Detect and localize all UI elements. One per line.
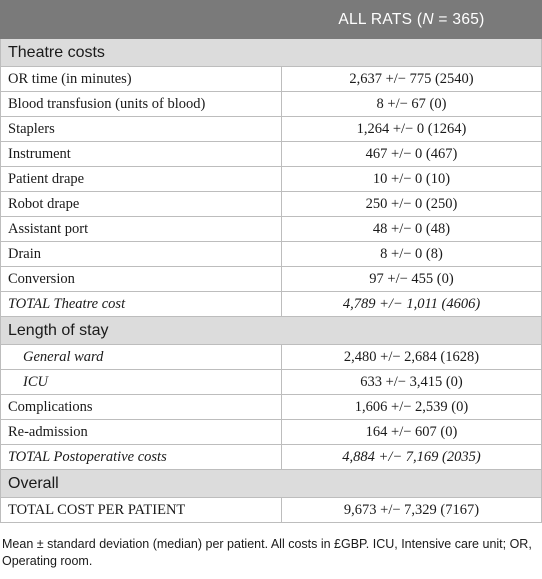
row-label: OR time (in minutes) bbox=[1, 67, 282, 92]
section-title: Overall bbox=[1, 470, 542, 498]
row-label: Drain bbox=[1, 242, 282, 267]
row-value: 97 +/− 455 (0) bbox=[282, 267, 542, 292]
section-title: Theatre costs bbox=[1, 39, 542, 67]
table-row bbox=[1, 242, 542, 267]
table-row bbox=[1, 395, 542, 420]
row-label: ICU bbox=[1, 370, 282, 395]
row-value: 10 +/− 0 (10) bbox=[282, 167, 542, 192]
row-value: 9,673 +/− 7,329 (7167) bbox=[282, 498, 542, 523]
row-label: Blood transfusion (units of blood) bbox=[1, 92, 282, 117]
row-value: 1,606 +/− 2,539 (0) bbox=[282, 395, 542, 420]
row-value: 8 +/− 67 (0) bbox=[282, 92, 542, 117]
row-value: 467 +/− 0 (467) bbox=[282, 142, 542, 167]
row-value: 48 +/− 0 (48) bbox=[282, 217, 542, 242]
row-value: 4,789 +/− 1,011 (4606) bbox=[282, 292, 542, 317]
section-title: Length of stay bbox=[1, 317, 542, 345]
section-row-theatre-costs bbox=[1, 39, 542, 67]
table-row-grand-total bbox=[1, 498, 542, 523]
table-row-total bbox=[1, 445, 542, 470]
table-row-total bbox=[1, 292, 542, 317]
table-row bbox=[1, 92, 542, 117]
table-row bbox=[1, 117, 542, 142]
table-row bbox=[1, 267, 542, 292]
row-value: 250 +/− 0 (250) bbox=[282, 192, 542, 217]
table-footnote: Mean ± standard deviation (median) per patient. All costs in £GBP. ICU, Intensive care unit; OR, Operating room. bbox=[2, 537, 532, 568]
table-row bbox=[1, 345, 542, 370]
row-label: TOTAL Theatre cost bbox=[1, 292, 282, 317]
row-value: 633 +/− 3,415 (0) bbox=[282, 370, 542, 395]
table-row bbox=[1, 192, 542, 217]
row-value: 1,264 +/− 0 (1264) bbox=[282, 117, 542, 142]
row-label: General ward bbox=[1, 345, 282, 370]
row-value: 4,884 +/− 7,169 (2035) bbox=[282, 445, 542, 470]
row-value: 8 +/− 0 (8) bbox=[282, 242, 542, 267]
row-label: Patient drape bbox=[1, 167, 282, 192]
row-value: 164 +/− 607 (0) bbox=[282, 420, 542, 445]
row-value: 2,637 +/− 775 (2540) bbox=[282, 67, 542, 92]
header-label-cell bbox=[1, 1, 282, 39]
table-row bbox=[1, 217, 542, 242]
row-label: Re-admission bbox=[1, 420, 282, 445]
row-label: TOTAL COST PER PATIENT bbox=[1, 498, 282, 523]
section-row-length-of-stay bbox=[1, 317, 542, 345]
table-row bbox=[1, 167, 542, 192]
row-label: Assistant port bbox=[1, 217, 282, 242]
table-header-row bbox=[1, 1, 542, 39]
header-prefix: ALL RATS ( bbox=[338, 11, 423, 28]
header-all-rats-cell bbox=[282, 1, 542, 39]
header-suffix: = 365) bbox=[433, 11, 485, 28]
table-row bbox=[1, 67, 542, 92]
table-row bbox=[1, 420, 542, 445]
row-value: 2,480 +/− 2,684 (1628) bbox=[282, 345, 542, 370]
section-row-overall bbox=[1, 470, 542, 498]
table-row bbox=[1, 142, 542, 167]
table-row bbox=[1, 370, 542, 395]
row-label: Instrument bbox=[1, 142, 282, 167]
row-label: Staplers bbox=[1, 117, 282, 142]
row-label: Conversion bbox=[1, 267, 282, 292]
row-label: Complications bbox=[1, 395, 282, 420]
row-label: TOTAL Postoperative costs bbox=[1, 445, 282, 470]
row-label: Robot drape bbox=[1, 192, 282, 217]
header-n-symbol: N bbox=[422, 11, 434, 28]
